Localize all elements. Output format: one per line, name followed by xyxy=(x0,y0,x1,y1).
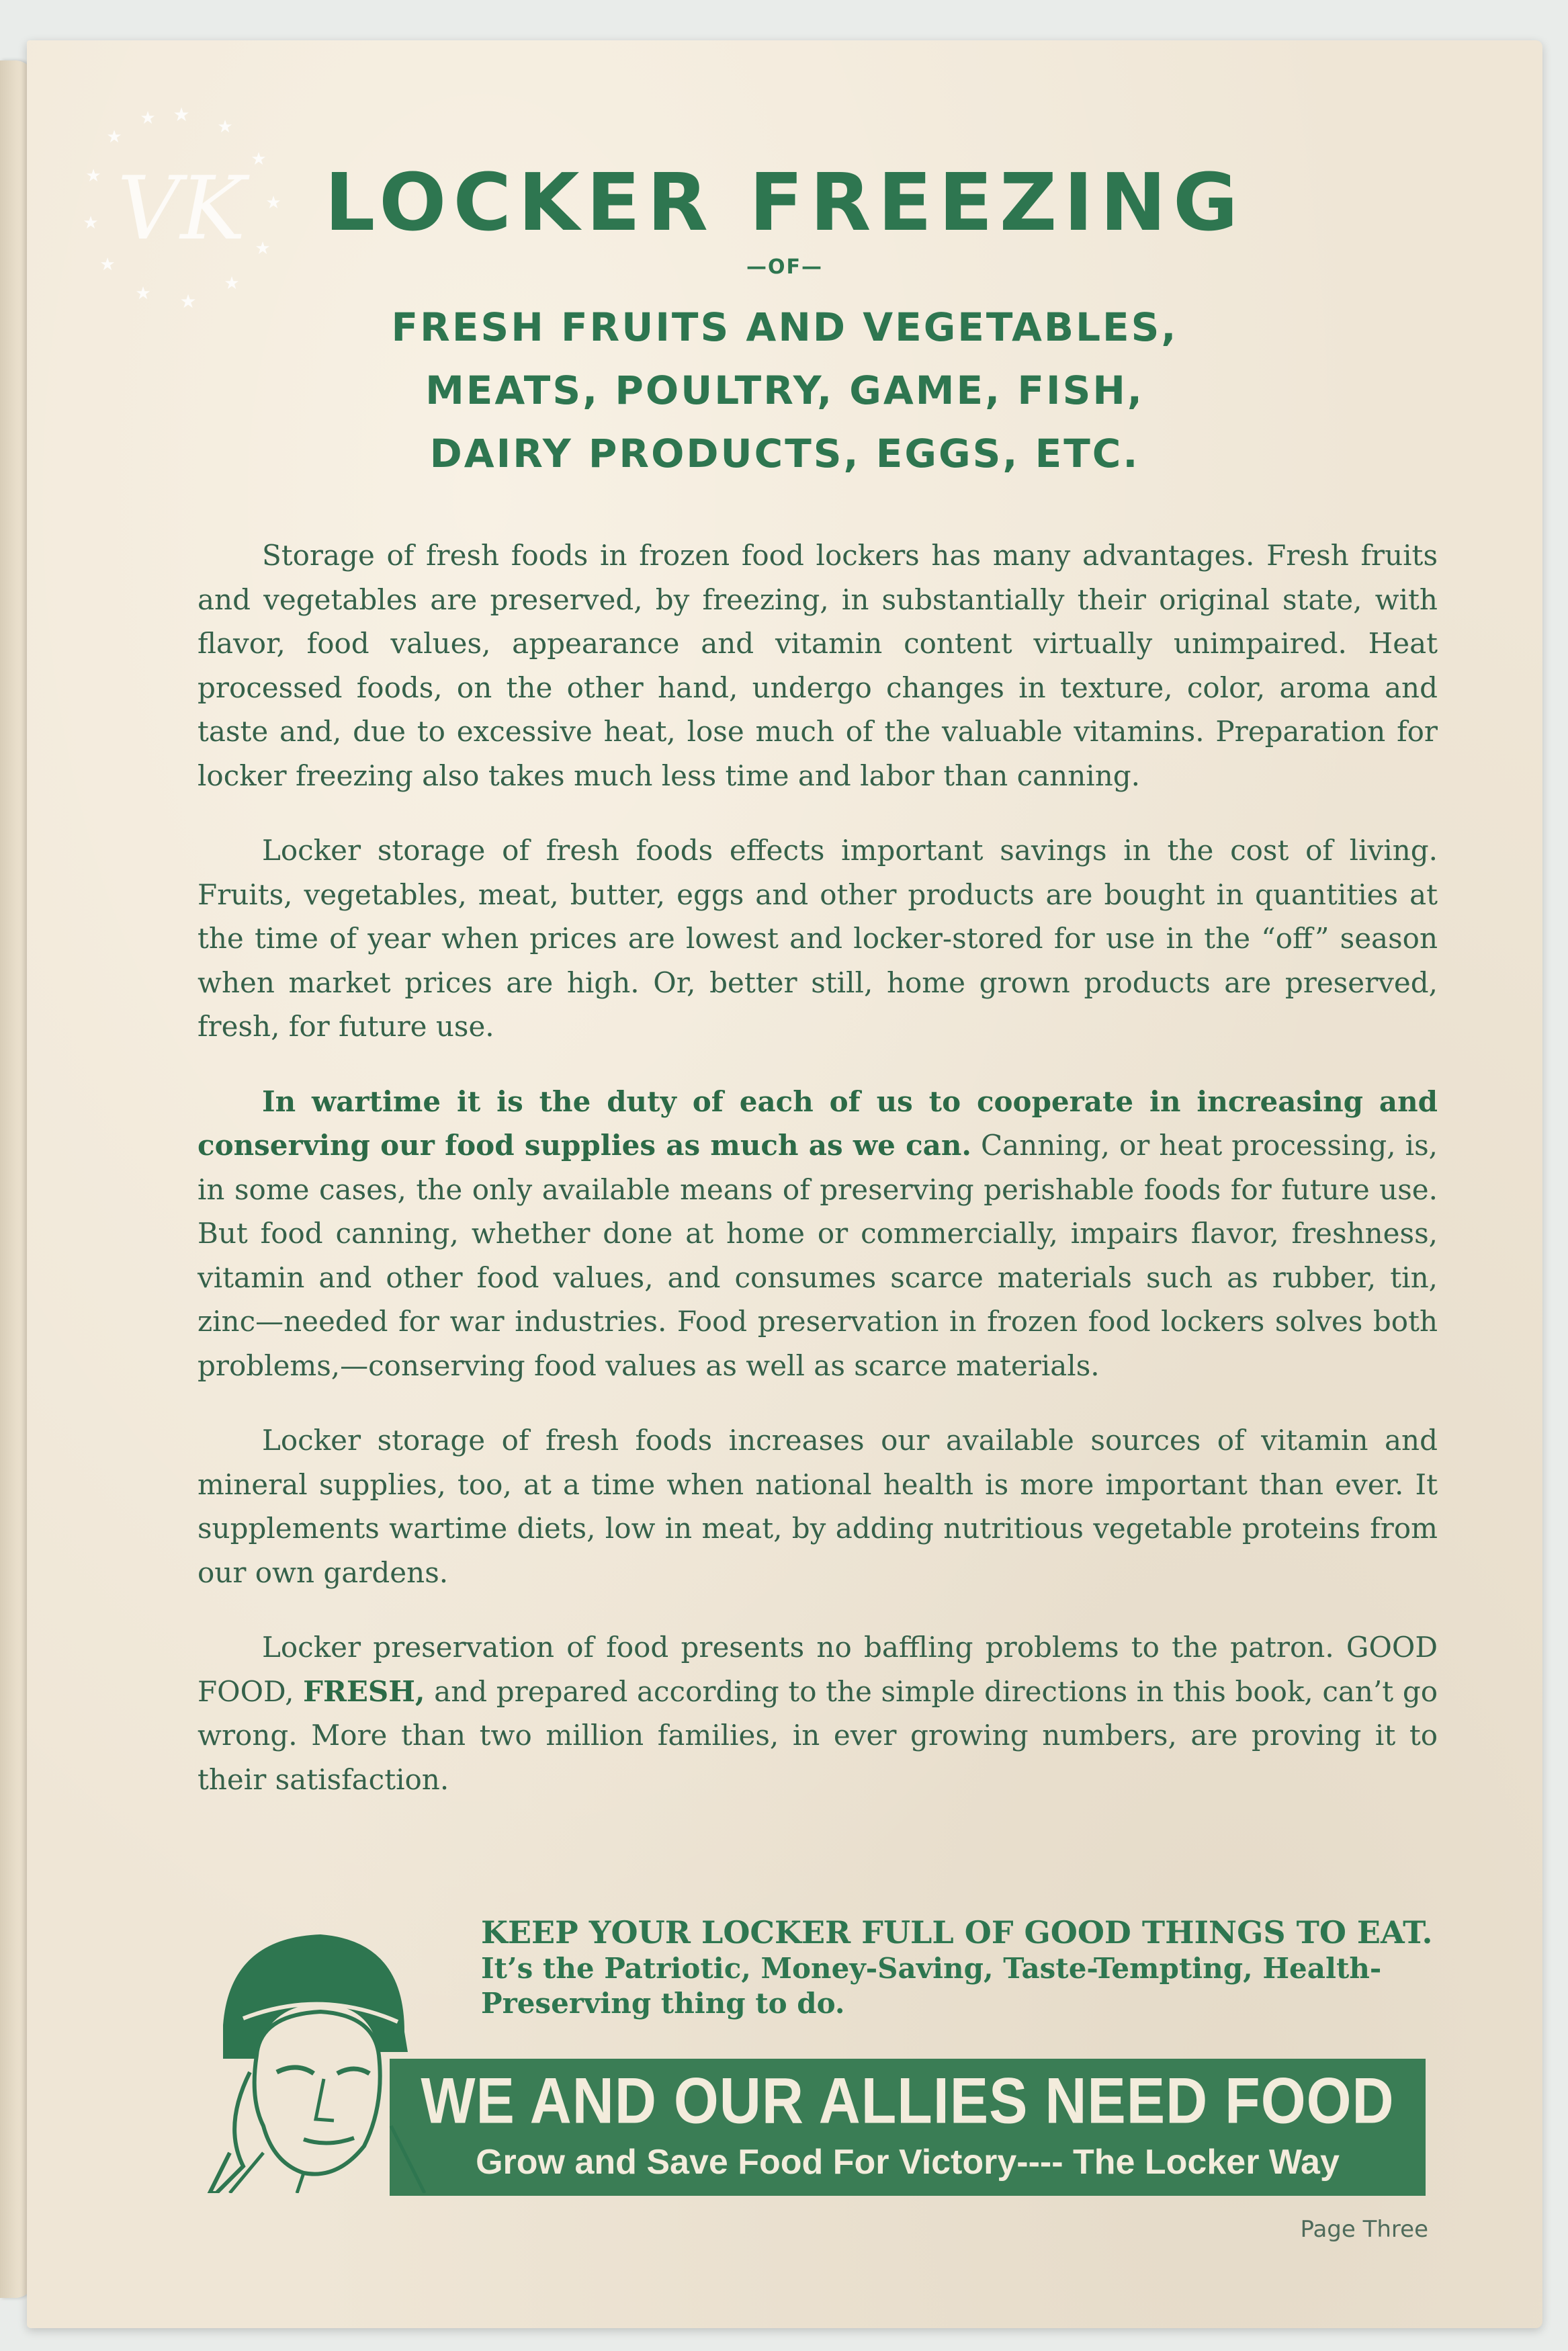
slogan-rest: It’s the Patriotic, Money-Saving, Taste-Tempting, Health-Preserving thing to do. xyxy=(481,1952,1382,2020)
paragraph-health: Locker storage of fresh foods increases our available sources of vitamin and mineral supplies, too, at a time when national health is more important than ever. It supplements wartime diets, low in meat, by adding nutritious vegetable proteins from our own gardens. xyxy=(198,1424,1438,1589)
svg-text:★: ★ xyxy=(83,213,99,233)
subtitle-line: FRESH FRUITS AND VEGETABLES, xyxy=(391,304,1178,350)
svg-text:★: ★ xyxy=(135,284,151,304)
paragraph-advantages: Storage of fresh foods in frozen food lockers has many advantages. Fresh fruits and vegetables are preserved, by freezing, in substantially their original state, with flavor, food values, appearance and vitamin content virtually unimpaired. Heat processed foods, on the other hand, undergo changes in texture, color, aroma and taste and, due to excessive heat, lose much of the valuable vitamins. Preparation for locker freezing also takes much less time and labor than canning. xyxy=(198,539,1438,792)
subtitle xyxy=(27,296,1542,485)
paragraph-savings: Locker storage of fresh foods effects important savings in the cost of living. Fruits, vegetables, meat, butter, eggs and other products are bought in quantities at the time of year when prices are lowest and locker-stored for use in the “off” season when market prices are high. Or, better still, home grown products are preserved, fresh, for future use. xyxy=(198,834,1438,1043)
svg-text:★: ★ xyxy=(224,273,240,294)
preservation-text-a: Locker preservation of food presents no baffling problems to the patron. GOOD FOOD, xyxy=(198,1631,1438,1708)
banner-tagline: Grow and Save Food For Victory---- The Locker Way xyxy=(476,2143,1340,2182)
svg-text:★: ★ xyxy=(251,149,267,169)
paragraph-preservation xyxy=(198,1625,1438,1801)
banner-headline: WE AND OUR ALLIES NEED FOOD xyxy=(421,2065,1395,2137)
svg-text:★: ★ xyxy=(140,108,156,128)
subtitle-line: MEATS, POULTRY, GAME, FISH, xyxy=(425,368,1144,413)
svg-text:★: ★ xyxy=(99,255,116,275)
svg-text:★: ★ xyxy=(217,117,233,137)
subtitle-line: DAIRY PRODUCTS, EGGS, ETC. xyxy=(429,431,1140,476)
keep-locker-slogan xyxy=(481,1915,1435,2021)
watermark-letters: VK xyxy=(117,157,246,259)
face-outline xyxy=(255,2012,380,2174)
page-title: LOCKER FREEZING xyxy=(324,156,1245,249)
wartime-rest: Canning, or heat processing, is, in some cases, the only available means of preserving perishable foods for future use. But food canning, whether done at home or commercially, impairs flavor, freshness, vitamin and other food values, and consumes scarce materials such as rubber, tin, zinc—needed for war industries. Food preservation in frozen food lockers solves both problems,—conserving food values as well as scarce materials. xyxy=(198,1129,1438,1382)
victory-banner xyxy=(390,2059,1426,2196)
page-number: Page Three xyxy=(1300,2216,1428,2243)
title-connector: —OF— xyxy=(746,255,823,279)
wartime-emphasis: In wartime it is the duty of each of us to cooperate in increasing and conserving our food supplies as much as we can. xyxy=(198,1084,1438,1162)
svg-text:★: ★ xyxy=(179,290,197,312)
soldier-illustration xyxy=(203,1924,485,2193)
preservation-fresh: FRESH, xyxy=(303,1674,425,1708)
svg-text:★: ★ xyxy=(265,193,281,213)
paragraph-wartime xyxy=(198,1080,1438,1388)
body-text xyxy=(198,533,1438,1832)
svg-text:★: ★ xyxy=(106,127,122,147)
svg-text:★: ★ xyxy=(255,239,271,259)
preservation-text-b: and prepared according to the simple directions in this book, can’t go wrong. More than two million families, in ever growing numbers, are proving it to their satisfaction. xyxy=(198,1674,1438,1796)
slogan-caps: KEEP YOUR LOCKER FULL OF GOOD THINGS TO EAT. xyxy=(481,1914,1433,1951)
svg-text:★: ★ xyxy=(173,103,190,126)
svg-text:★: ★ xyxy=(85,166,101,186)
booklet-page xyxy=(27,40,1542,2328)
